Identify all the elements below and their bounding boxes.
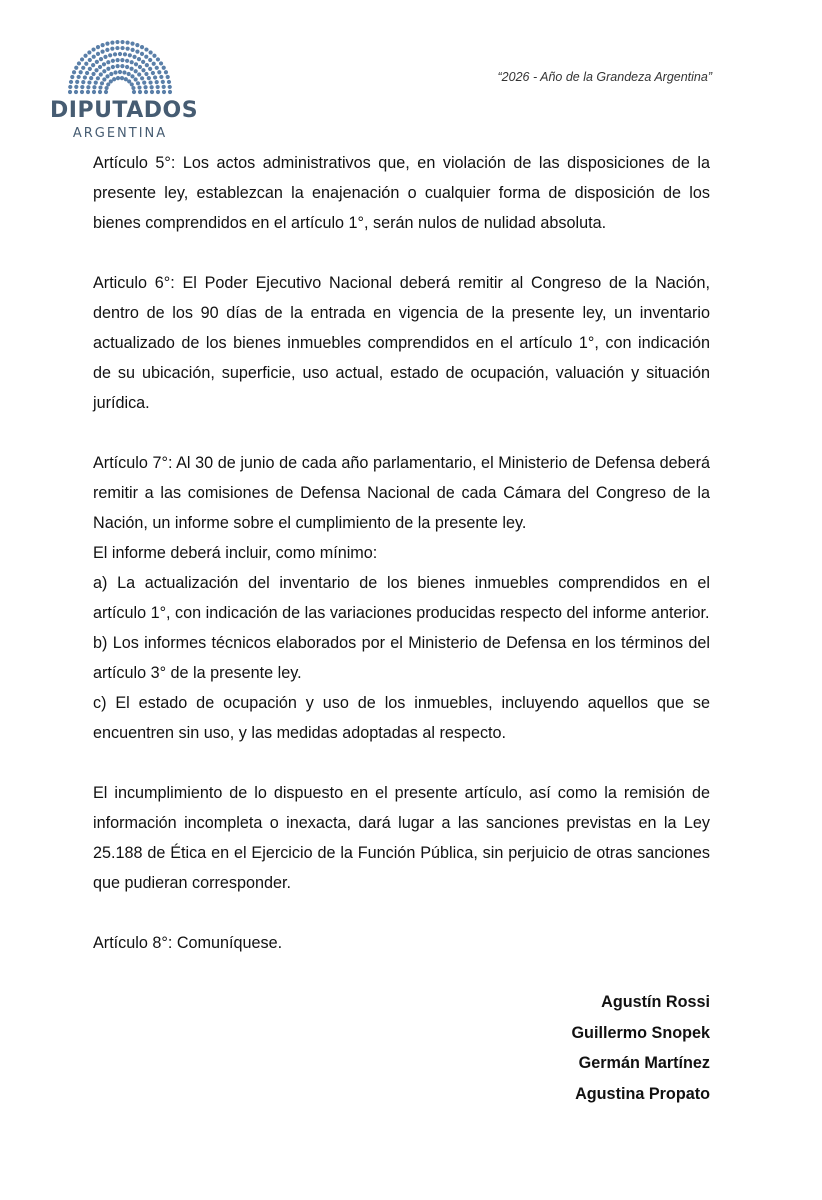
hemicycle-seat-dot <box>94 68 98 72</box>
hemicycle-seat-dot <box>141 60 145 64</box>
hemicycle-seat-dot <box>96 52 100 56</box>
hemicycle-seat-dot <box>135 43 139 47</box>
hemicycle-seat-dot <box>83 75 87 79</box>
hemicycle-seat-dot <box>80 57 84 61</box>
hemicycle-seat-dot <box>125 40 129 44</box>
hemicycle-seat-dot <box>74 66 78 70</box>
hemicycle-seat-dot <box>166 75 170 79</box>
document-body <box>93 148 710 958</box>
hemicycle-seat-dot <box>110 40 114 44</box>
hemicycle-seat-dot <box>135 50 139 54</box>
hemicycle-seat-dot <box>92 55 96 59</box>
hemicycle-seat-dot <box>155 80 159 84</box>
hemicycle-seat-dot <box>83 54 87 58</box>
hemicycle-seat-dot <box>125 65 129 69</box>
hemicycle-seat-dot <box>131 48 135 52</box>
hemicycle-seat-dot <box>86 90 90 94</box>
article-7-item-a: a) La actualización del inventario de los bienes inmuebles comprendidos en el artículo 1°, con indicación de las variaciones producidas respecto del informe anterior. <box>93 574 710 622</box>
hemicycle-seat-dot <box>167 80 171 84</box>
hemicycle-icon <box>68 30 172 98</box>
logo-country: ARGENTINA <box>72 126 168 141</box>
hemicycle-seat-dot <box>70 75 74 79</box>
hemicycle-seat-dot <box>118 70 122 74</box>
hemicycle-seat-dot <box>77 75 81 79</box>
hemicycle-seat-dot <box>86 85 90 89</box>
hemicycle-seat-dot <box>91 47 95 51</box>
hemicycle-seat-dot <box>130 60 134 64</box>
signature-name: Agustín Rossi <box>601 993 710 1011</box>
hemicycle-seat-dot <box>128 53 132 57</box>
signatures <box>571 987 710 1109</box>
hemicycle-seat-dot <box>145 63 149 67</box>
hemicycle-seat-dot <box>81 80 85 84</box>
hemicycle-seat-dot <box>120 58 124 62</box>
hemicycle-seat-dot <box>150 90 154 94</box>
hemicycle-seat-dot <box>156 57 160 61</box>
hemicycle-seat-dot <box>161 80 165 84</box>
hemicycle-seat-dot <box>136 81 140 85</box>
hemicycle-seat-dot <box>152 62 156 66</box>
hemicycle-seat-dot <box>134 69 138 73</box>
hemicycle-seat-dot <box>130 74 134 78</box>
hemicycle-seat-dot <box>148 67 152 71</box>
hemicycle-seat-dot <box>69 80 73 84</box>
article-6: Articulo 6°: El Poder Ejecutivo Nacional deberá remitir al Congreso de la Nación, dentro de los 90 días de la entrada en vigencia de la presente ley, un inventario actualizado de los bienes inmuebles comprendidos en el artículo 1°, con indicación de su ubicación, superficie, uso actual, estado de ocupación, valuación y situación jurídica. <box>93 274 710 412</box>
hemicycle-seat-dot <box>122 70 126 74</box>
hemicycle-seat-dot <box>162 66 166 70</box>
hemicycle-seat-dot <box>159 75 163 79</box>
hemicycle-seat-dot <box>118 52 122 56</box>
hemicycle-seat-dot <box>115 46 119 50</box>
hemicycle-seat-dot <box>99 57 103 61</box>
hemicycle-seat-dot <box>106 67 110 71</box>
hemicycle-seat-dot <box>91 72 95 76</box>
hemicycle-seat-dot <box>156 85 160 89</box>
hemicycle-seat-dot <box>120 40 124 44</box>
hemicycle-seat-dot <box>137 85 141 89</box>
hemicycle-seat-dot <box>80 90 84 94</box>
hemicycle-seat-dot <box>72 70 76 74</box>
hemicycle-seat-dot <box>94 81 98 85</box>
hemicycle-seat-dot <box>96 76 100 80</box>
hemicycle-seat-dot <box>120 46 124 50</box>
article-5: Artículo 5°: Los actos administrativos que, en violación de las disposiciones de la presente ley, establezcan la enajenación o cualquier forma de disposición de los bienes comprendidos en el artículo 1°, serán nulos de nulidad absoluta. <box>93 154 710 232</box>
hemicycle-seat-dot <box>168 85 172 89</box>
hemicycle-seat-dot <box>105 48 109 52</box>
hemicycle-seat-dot <box>68 85 72 89</box>
hemicycle-seat-dot <box>148 80 152 84</box>
hemicycle-seat-dot <box>113 70 117 74</box>
hemicycle-seat-dot <box>98 90 102 94</box>
diputados-logo <box>50 30 199 141</box>
hemicycle-seat-dot <box>144 72 148 76</box>
hemicycle-seat-dot <box>110 47 114 51</box>
hemicycle-seat-dot <box>102 69 106 73</box>
hemicycle-seat-dot <box>140 52 144 56</box>
hemicycle-seat-dot <box>144 55 148 59</box>
hemicycle-seat-dot <box>152 54 156 58</box>
hemicycle-seat-dot <box>140 45 144 49</box>
hemicycle-seat-dot <box>132 55 136 59</box>
hemicycle-seat-dot <box>68 90 72 94</box>
hemicycle-seat-dot <box>104 86 108 90</box>
hemicycle-seat-dot <box>116 64 120 68</box>
hemicycle-seat-dot <box>149 50 153 54</box>
hemicycle-seat-dot <box>92 85 96 89</box>
hemicycle-seat-dot <box>95 60 99 64</box>
hemicycle-seat-dot <box>105 74 109 78</box>
hemicycle-seat-dot <box>103 55 107 59</box>
hemicycle-seat-dot <box>104 90 108 94</box>
hemicycle-seat-dot <box>88 58 92 62</box>
hemicycle-seat-dot <box>101 43 105 47</box>
hemicycle-seat-dot <box>102 62 106 66</box>
signature-name: Agustina Propato <box>575 1084 710 1103</box>
hemicycle-seat-dot <box>116 58 120 62</box>
hemicycle-seat-dot <box>148 58 152 62</box>
hemicycle-seat-dot <box>98 65 102 69</box>
hemicycle-seat-dot <box>105 42 109 46</box>
hemicycle-seat-dot <box>127 72 131 76</box>
article-8: Artículo 8°: Comuníquese. <box>93 934 283 952</box>
hemicycle-seat-dot <box>131 86 135 90</box>
hemicycle-seat-dot <box>98 85 102 89</box>
hemicycle-seat-dot <box>134 62 138 66</box>
hemicycle-seat-dot <box>155 66 159 70</box>
hemicycle-seat-dot <box>150 85 154 89</box>
article-7-sanctions: El incumplimiento de lo dispuesto en el presente artículo, así como la remisión de información incompleta o inexacta, dará lugar a las sanciones previstas en la Ley 25.188 de Ética en el Ejercicio de la Función Pública, sin perjuicio de otras sanciones que pudieran corresponder. <box>93 784 710 892</box>
hemicycle-seat-dot <box>111 59 115 63</box>
hemicycle-seat-dot <box>168 90 172 94</box>
hemicycle-seat-dot <box>129 67 133 71</box>
hemicycle-seat-dot <box>87 50 91 54</box>
hemicycle-seat-dot <box>89 76 93 80</box>
hemicycle-seat-dot <box>147 76 151 80</box>
hemicycle-seat-dot <box>109 72 113 76</box>
article-7-intro: Artículo 7°: Al 30 de junio de cada año parlamentario, el Ministerio de Defensa deberá remitir a las comisiones de Defensa Nacional de cada Cámara del Congreso de la Nación, un informe sobre el cumplimiento de la presente ley. <box>93 454 710 532</box>
hemicycle-seat-dot <box>85 71 89 75</box>
motto: “2026 - Año de la Grandeza Argentina” <box>497 70 712 84</box>
hemicycle-seat-dot <box>162 85 166 89</box>
hemicycle-seat-dot <box>130 82 134 86</box>
hemicycle-seat-dot <box>87 80 91 84</box>
hemicycle-seat-dot <box>91 63 95 67</box>
hemicycle-seat-dot <box>126 47 130 51</box>
hemicycle-seat-dot <box>141 68 145 72</box>
hemicycle-seat-dot <box>99 72 103 76</box>
hemicycle-seat-dot <box>100 50 104 54</box>
hemicycle-seat-dot <box>138 90 142 94</box>
hemicycle-seat-dot <box>137 57 141 61</box>
hemicycle-seat-dot <box>153 75 157 79</box>
hemicycle-seat-dot <box>100 81 104 85</box>
article-7-item-b: b) Los informes técnicos elaborados por el Ministerio de Defensa en los términos del artículo 3° de la presente ley. <box>93 634 710 682</box>
hemicycle-seat-dot <box>159 61 163 65</box>
signature-name: Guillermo Snopek <box>571 1023 710 1042</box>
article-7-item-c: c) El estado de ocupación y uso de los inmuebles, incluyendo aquellos que se encuentren sin uso, y las medidas adoptadas al respecto. <box>93 694 710 742</box>
hemicycle-seat-dot <box>106 60 110 64</box>
hemicycle-seat-dot <box>162 90 166 94</box>
hemicycle-seat-dot <box>140 76 144 80</box>
hemicycle-seat-dot <box>164 70 168 74</box>
hemicycle-seat-dot <box>108 53 112 57</box>
hemicycle-seat-dot <box>77 61 81 65</box>
hemicycle-seat-dot <box>123 52 127 56</box>
hemicycle-seat-dot <box>144 90 148 94</box>
hemicycle-seat-dot <box>113 52 117 56</box>
hemicycle-seat-dot <box>138 65 142 69</box>
hemicycle-seat-dot <box>125 59 129 63</box>
hemicycle-seat-dot <box>120 64 124 68</box>
logo-name: DIPUTADOS <box>50 98 199 123</box>
article-7-minimum: El informe deberá incluir, como mínimo: <box>93 544 378 562</box>
hemicycle-seat-dot <box>111 65 115 69</box>
hemicycle-seat-dot <box>120 76 124 80</box>
hemicycle-seat-dot <box>96 45 100 49</box>
hemicycle-seat-dot <box>142 81 146 85</box>
hemicycle-seat-dot <box>134 77 138 81</box>
hemicycle-seat-dot <box>151 71 155 75</box>
hemicycle-seat-dot <box>137 72 141 76</box>
hemicycle-seat-dot <box>115 40 119 44</box>
hemicycle-seat-dot <box>157 70 161 74</box>
hemicycle-seat-dot <box>84 62 88 66</box>
hemicycle-seat-dot <box>75 80 79 84</box>
hemicycle-seat-dot <box>143 85 147 89</box>
hemicycle-seat-dot <box>132 90 136 94</box>
hemicycle-seat-dot <box>156 90 160 94</box>
hemicycle-seat-dot <box>81 66 85 70</box>
signature-name: Germán Martínez <box>578 1054 710 1072</box>
hemicycle-seat-dot <box>112 77 116 81</box>
hemicycle-seat-dot <box>88 67 92 71</box>
hemicycle-seat-dot <box>144 47 148 51</box>
hemicycle-seat-dot <box>130 42 134 46</box>
hemicycle-seat-dot <box>102 77 106 81</box>
hemicycle-seat-dot <box>116 76 120 80</box>
hemicycle-seat-dot <box>79 70 83 74</box>
hemicycle-seat-dot <box>74 90 78 94</box>
hemicycle-seat-dot <box>80 85 84 89</box>
hemicycle-seat-dot <box>92 90 96 94</box>
hemicycle-seat-dot <box>74 85 78 89</box>
